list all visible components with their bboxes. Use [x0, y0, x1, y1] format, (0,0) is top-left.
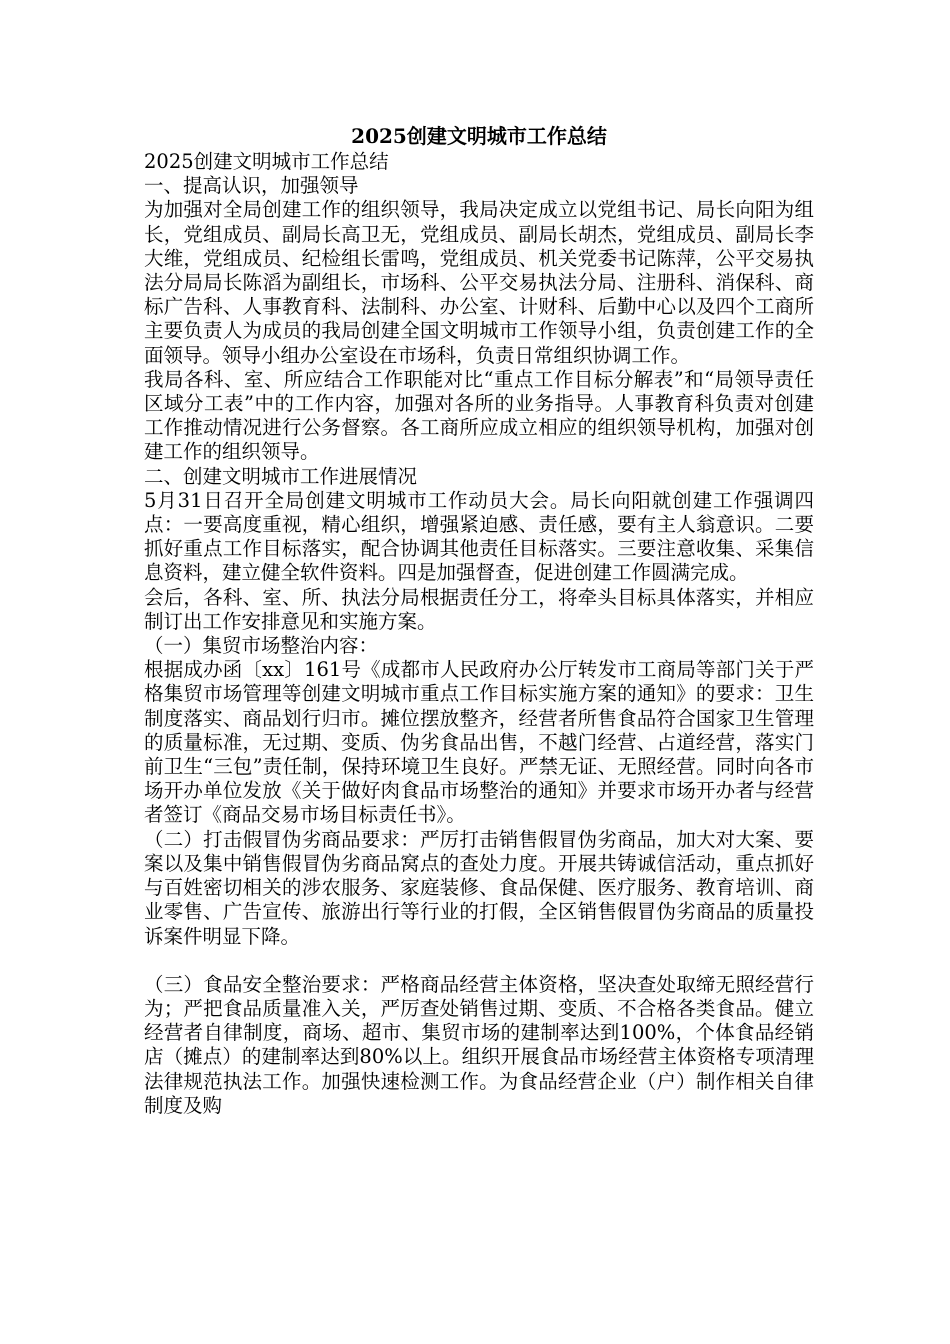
heading-subsection-1: （一）集贸市场整治内容：	[144, 634, 379, 658]
blank-line	[144, 949, 814, 973]
document-title: 2025创建文明城市工作总结	[351, 124, 607, 148]
paragraph-mobilization-meeting: 5月31日召开全局创建文明城市工作动员大会。局长向阳就创建工作强调四点：一要高度重视，精心组织，增强紧迫感、责任感，要有主人翁意识。二要抓好重点工作目标落实，配合协调其他责任目标落实。三要注意收集、采集信息资料，建立健全软件资料。四是加强督查，促进创建工作圆满完成。	[144, 488, 814, 585]
document-body	[144, 122, 814, 1118]
paragraph-leadership-group: 为加强对全局创建工作的组织领导，我局决定成立以党组书记、局长向阳为组长，党组成员、副局长高卫无，党组成员、副局长胡杰，党组成员、副局长李大维，党组成员、纪检组长雷鸣，党组成员、机关党委书记陈萍，公平交易执法分局局长陈滔为副组长，市场科、公平交易执法分局、注册科、消保科、商标广告科、人事教育科、法制科、办公室、计财科、后勤中心以及四个工商所主要负责人为成员的我局创建全国文明城市工作领导小组，负责创建工作的全面领导。领导小组办公室设在市场科，负责日常组织协调工作。	[144, 198, 814, 367]
heading-section-1: 一、提高认识，加强领导	[144, 174, 359, 198]
paragraph-subtitle: 2025创建文明城市工作总结	[144, 150, 389, 173]
paragraph-anti-counterfeit: （二）打击假冒伪劣商品要求：严厉打击销售假冒伪劣商品，加大对大案、要案以及集中销售假冒伪劣商品窝点的查处力度。开展共铸诚信活动，重点抓好与百姓密切相关的涉农服务、家庭装修、食品保健、医疗服务、教育培训、商业零售、广告宣传、旅游出行等行业的打假，全区销售假冒伪劣商品的质量投诉案件明显下降。	[144, 827, 814, 948]
paragraph-food-safety: （三）食品安全整治要求：严格商品经营主体资格，坚决查处取缔无照经营行为；严把食品质量准入关，严厉查处销售过期、变质、不合格各类食品。健立经营者自律制度，商场、超市、集贸市场的建制率达到100%，个体食品经销店（摊点）的建制率达到80%以上。组织开展食品市场经营主体资格专项清理法律规范执法工作。加强快速检测工作。为食品经营企业（户）制作相关自律制度及购	[144, 972, 814, 1117]
paragraph-market-rectification: 根据成办函〔xx〕161号《成都市人民政府办公厅转发市工商局等部门关于严格集贸市场管理等创建文明城市重点工作目标实施方案的通知》的要求：卫生制度落实、商品划行归市。摊位摆放整齐，经营者所售食品符合国家卫生管理的质量标准，无过期、变质、伪劣食品出售，不越门经营、占道经营，落实门前卫生“三包”责任制，保持环境卫生良好。严禁无证、无照经营。同时向各市场开办单位发放《关于做好肉食品市场整治的通知》并要求市场开办者与经营者签订《商品交易市场目标责任书》。	[144, 658, 814, 827]
paragraph-after-meeting: 会后，各科、室、所、执法分局根据责任分工，将牵头目标具体落实，并相应制订出工作安排意见和实施方案。	[144, 585, 814, 633]
paragraph-department-duties: 我局各科、室、所应结合工作职能对比“重点工作目标分解表”和“局领导责任区域分工表”中的工作内容，加强对各所的业务指导。人事教育科负责对创建工作推动情况进行公务督察。各工商所应成立相应的组织领导机构，加强对创建工作的组织领导。	[144, 367, 814, 464]
heading-section-2: 二、创建文明城市工作进展情况	[144, 464, 418, 488]
